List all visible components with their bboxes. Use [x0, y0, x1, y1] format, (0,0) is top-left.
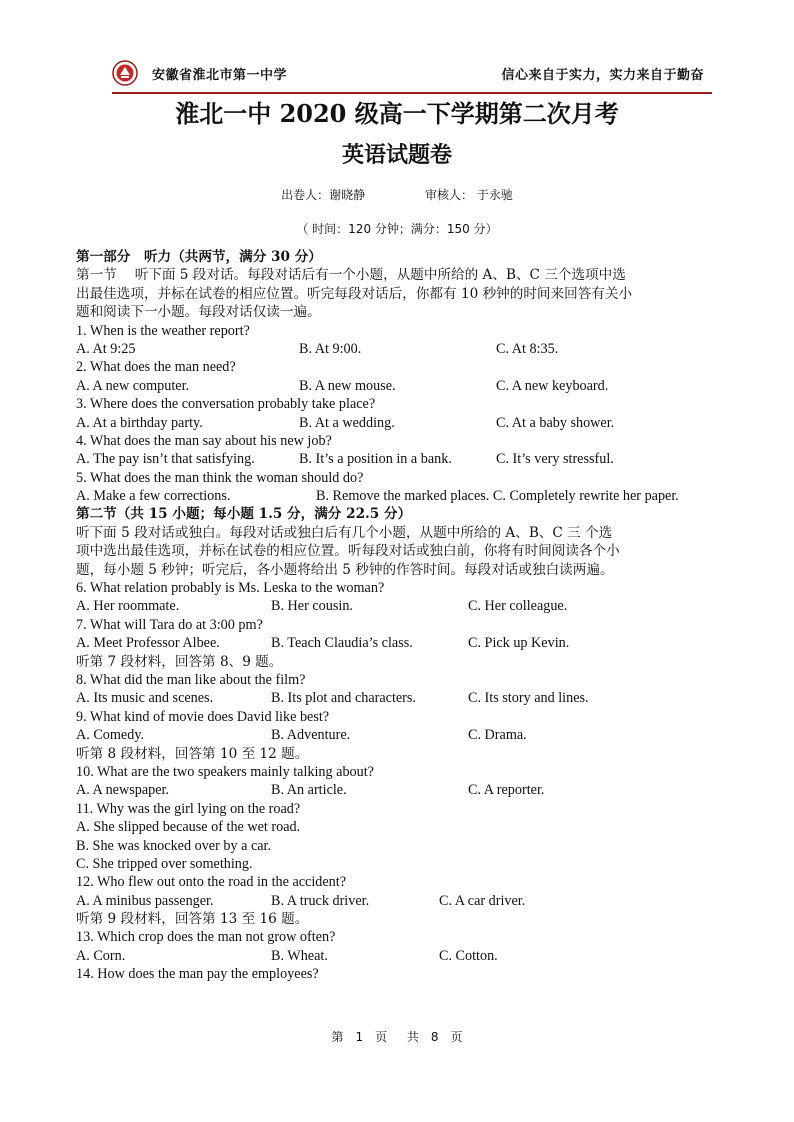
option-c: C. At 8:35. [496, 340, 559, 357]
passage-9-heading: 听第 9 段材料，回答第 13 至 16 题。 [76, 911, 309, 928]
question-10: 10. What are the two speakers mainly talking about? [76, 763, 374, 780]
school-logo-icon [112, 60, 138, 86]
option-c: C. Her colleague. [468, 598, 568, 615]
exam-subtitle: 英语试题卷 [341, 142, 452, 168]
options-4 [76, 450, 721, 468]
option-b: B. Its plot and characters. [271, 690, 416, 707]
section1-instruction: 题和阅读下一小题。每段对话仅读一遍。 [76, 304, 321, 321]
question-5: 5. What does the man think the woman should do? [76, 469, 364, 486]
question-4: 4. What does the man say about his new job? [76, 432, 332, 449]
option-c: C. A new keyboard. [496, 377, 609, 394]
exam-title: 淮北一中 2020 级高一下学期第二次月考 [175, 99, 619, 128]
time-info: （ 时间：120 分钟；满分：150 分） [296, 222, 498, 236]
option-a: A. At a birthday party. [76, 414, 203, 431]
exam-content [76, 248, 721, 984]
option-a: A. Make a few corrections. [76, 488, 231, 505]
options-7 [76, 634, 721, 652]
option-c: C. It’s very stressful. [496, 451, 614, 468]
option-c: C. Cotton. [439, 947, 498, 964]
section2-heading: 第二节（共 15 小题；每小题 1.5 分，满分 22.5 分） [76, 506, 412, 523]
question-12: 12. Who flew out onto the road in the accident? [76, 874, 347, 891]
options-10 [76, 781, 721, 799]
authors-line [0, 186, 794, 203]
question-2: 2. What does the man need? [76, 359, 236, 376]
reviewer: 审核人： 于永驰 [425, 188, 513, 202]
option-a: A. Comedy. [76, 727, 145, 744]
page-header [112, 54, 712, 94]
page-footer [0, 1028, 794, 1045]
option-b: B. It’s a position in a bank. [299, 451, 452, 468]
question-6: 6. What relation probably is Ms. Leska to the woman? [76, 580, 385, 597]
option-c: C. A reporter. [468, 782, 545, 799]
option-a: A. A minibus passenger. [76, 892, 214, 909]
question-7: 7. What will Tara do at 3:00 pm? [76, 616, 263, 633]
option-b: B. Wheat. [271, 947, 328, 964]
section1-instruction: 出最佳选项，并标在试卷的相应位置。听完每段对话后，你都有 10 秒钟的时间来回答有关小 [76, 285, 633, 302]
option-c: C. She tripped over something. [76, 855, 253, 872]
page-number: 第 1 页 [331, 1030, 388, 1044]
options-13 [76, 947, 721, 965]
question-13: 13. Which crop does the man not grow often? [76, 929, 336, 946]
options-5 [76, 487, 721, 505]
option-b: B. Remove the marked places. C. Completely rewrite her paper. [316, 488, 679, 505]
option-c: C. Pick up Kevin. [468, 635, 570, 652]
option-a: A. The pay isn’t that satisfying. [76, 451, 255, 468]
option-c: C. A car driver. [439, 892, 526, 909]
section2-instruction: 题，每小题 5 秒钟；听完后，各小题将给出 5 秒钟的作答时间。每段对话或独白读两遍。 [76, 561, 614, 578]
option-a: A. A new computer. [76, 377, 190, 394]
option-b: B. At 9:00. [299, 340, 362, 357]
question-8: 8. What did the man like about the film? [76, 671, 306, 688]
option-a: A. A newspaper. [76, 782, 169, 799]
option-a: A. She slipped because of the wet road. [76, 819, 301, 836]
question-1: 1. When is the weather report? [76, 322, 250, 339]
options-8 [76, 689, 721, 707]
question-9: 9. What kind of movie does David like best? [76, 708, 330, 725]
options-2 [76, 377, 721, 395]
part1-heading: 第一部分 听力（共两节，满分 30 分） [76, 249, 322, 265]
passage-7-heading: 听第 7 段材料，回答第 8、9 题。 [76, 653, 283, 670]
options-9 [76, 726, 721, 744]
school-name: 安徽省淮北市第一中学 [152, 68, 288, 83]
option-b: B. She was knocked over by a car. [76, 837, 272, 854]
school-motto: 信心来自于实力，实力来自于勤奋 [501, 68, 704, 83]
option-a: A. Meet Professor Albee. [76, 635, 220, 652]
option-a: A. Her roommate. [76, 598, 180, 615]
option-b: B. A new mouse. [299, 377, 396, 394]
question-3: 3. Where does the conversation probably take place? [76, 396, 376, 413]
option-a: A. Its music and scenes. [76, 690, 214, 707]
setter: 出卷人：谢晓静 [281, 188, 366, 202]
option-a: A. At 9:25 [76, 340, 136, 357]
options-1 [76, 340, 721, 358]
option-a: A. Corn. [76, 947, 126, 964]
option-b: B. At a wedding. [299, 414, 395, 431]
page-total: 共 8 页 [406, 1030, 463, 1044]
question-14: 14. How does the man pay the employees? [76, 966, 319, 983]
option-b: B. An article. [271, 782, 347, 799]
passage-8-heading: 听第 8 段材料，回答第 10 至 12 题。 [76, 745, 309, 762]
options-6 [76, 597, 721, 615]
section2-instruction: 听下面 5 段对话或独白。每段对话或独白后有几个小题，从题中所给的 A、B、C 三 个选 [76, 524, 613, 541]
option-c: C. Its story and lines. [468, 690, 589, 707]
option-b: B. Adventure. [271, 727, 351, 744]
section1-instruction: 第一节 听下面 5 段对话。每段对话后有一个小题，从题中所给的 A、B、C 三个选项中选 [76, 267, 626, 284]
option-b: B. Teach Claudia’s class. [271, 635, 413, 652]
option-c: C. At a baby shower. [496, 414, 615, 431]
options-12 [76, 892, 721, 910]
option-b: B. A truck driver. [271, 892, 370, 909]
question-11: 11. Why was the girl lying on the road? [76, 800, 301, 817]
option-b: B. Her cousin. [271, 598, 353, 615]
options-3 [76, 414, 721, 432]
section2-instruction: 项中选出最佳选项，并标在试卷的相应位置。听每段对话或独白前，你将有时间阅读各个小 [76, 543, 620, 560]
option-c: C. Drama. [468, 727, 527, 744]
